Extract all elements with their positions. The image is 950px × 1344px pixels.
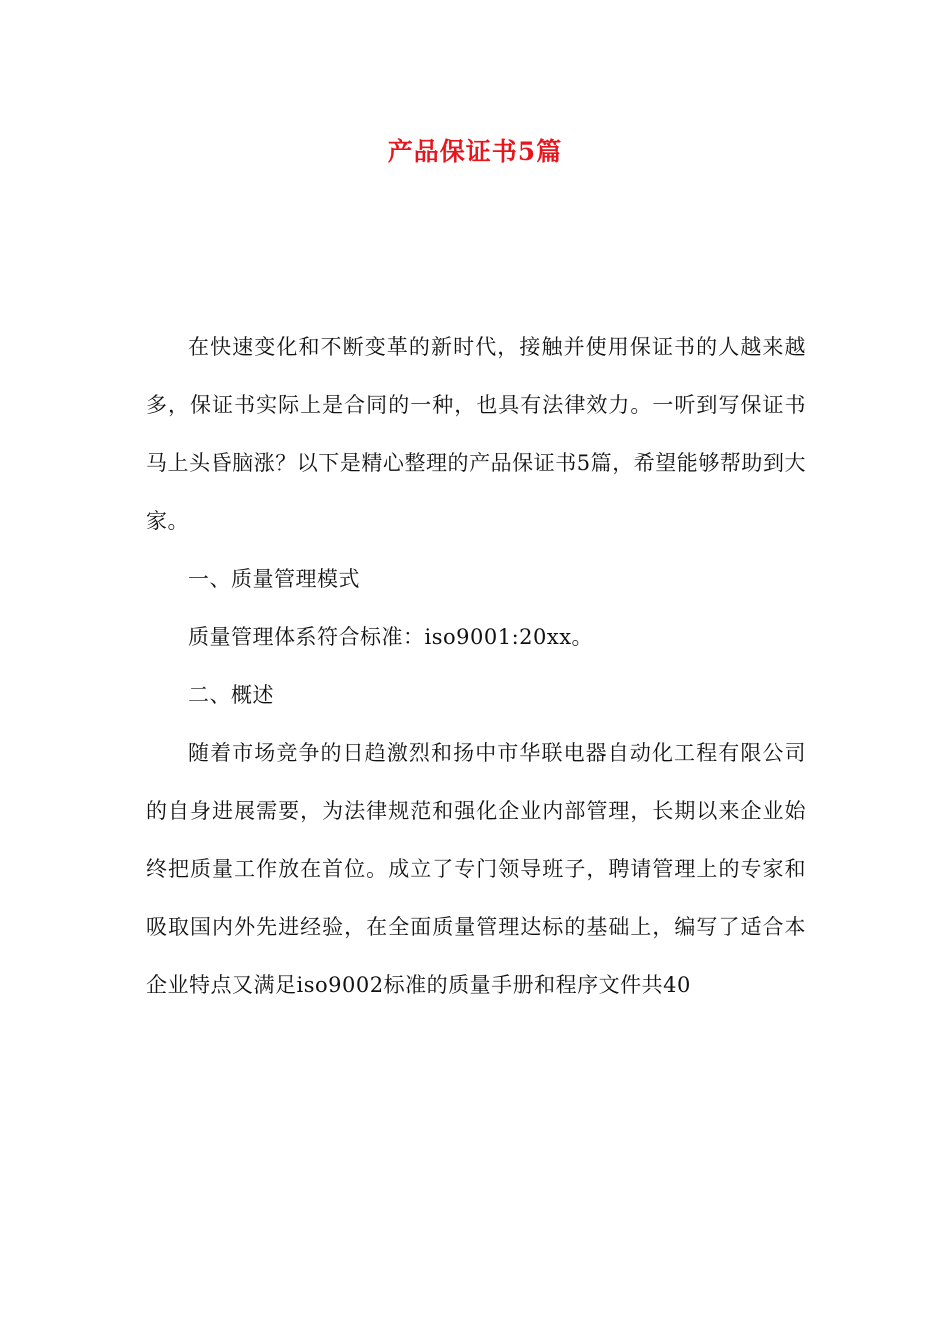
quality-standard-paragraph: 质量管理体系符合标准：iso9001:20xx。: [188, 625, 594, 649]
overview-paragraph: 随着市场竞争的日趋激烈和扬中市华联电器自动化工程有限公司的自身进展需要，为法律规范和强化企业内部管理，长期以来企业始终把质量工作放在首位。成立了专门领导班子，聘请管理上的专家和吸取国内外先进经验，在全面质量管理达标的基础上，编写了适合本企业特点又满足iso9002标准的质量手册和程序文件共40: [146, 741, 806, 997]
section-heading-quality-mode: 一、质量管理模式: [188, 567, 360, 591]
section-heading-overview: 二、概述: [188, 683, 274, 707]
document-title: 产品保证书5篇: [387, 137, 563, 166]
intro-paragraph: 在快速变化和不断变革的新时代，接触并使用保证书的人越来越多，保证书实际上是合同的一种，也具有法律效力。一听到写保证书马上头昏脑涨？以下是精心整理的产品保证书5篇，希望能够帮助到大家。: [146, 335, 806, 533]
document-body: [146, 318, 806, 1014]
